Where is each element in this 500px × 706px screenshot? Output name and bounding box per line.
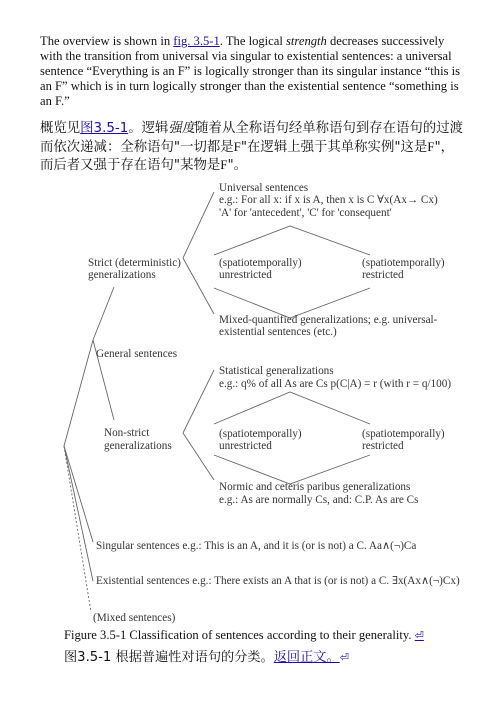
- branch-statistical: [183, 370, 214, 433]
- text-span: "。: [227, 158, 248, 173]
- text-span: "，而后者又强于存在语句"某物是: [40, 139, 455, 173]
- existential-sentences: Existential sentences e.g.: There exists an A that is (or is not) a C. ∃x(Ax∧(¬)Cx): [96, 575, 460, 587]
- text-span: The overview is shown in: [40, 34, 174, 48]
- text-span: 概览见: [40, 121, 81, 136]
- caption-text: Figure 3.5-1 Classification of sentences according to their generality.: [64, 628, 415, 642]
- text-span: F: [427, 138, 435, 154]
- spatio-label: (spatiotemporally): [362, 257, 445, 269]
- italic-strength-zh: 强度: [168, 121, 196, 136]
- restricted-label: restricted: [362, 440, 404, 452]
- branch-universal: [183, 192, 214, 258]
- branch-general: [64, 340, 93, 446]
- figure-caption-zh: [64, 646, 349, 665]
- general-sentences-label: General sentences: [96, 348, 178, 360]
- branch-mixed-quantified: [183, 258, 214, 314]
- text-span: 随着从全称语句经单称语句到存在语句的过渡而依次递减：全称语句"一切都是: [40, 121, 463, 155]
- text-span: "在逻辑上强于其单称实例"这是: [240, 139, 428, 155]
- branch-strict: [93, 287, 114, 340]
- universal-title: Universal sentences: [219, 182, 309, 194]
- text-span: decreases successively with the transition from universal via singular to existential sentences: a universal sentence “Everything is an F” is logically stronger than its singular instance “this is an F” which is in turn logically stronger than the existential sentence “something is an F.”: [40, 34, 461, 108]
- figure-caption: [64, 628, 424, 643]
- unrestricted-label: unrestricted: [219, 269, 272, 281]
- figure-link[interactable]: fig. 3.5-1: [173, 34, 220, 48]
- text-span: F: [220, 157, 228, 172]
- normic-title: Normic and ceteris paribus generalizations: [219, 481, 411, 493]
- branch-existential: [64, 446, 93, 581]
- caption-text-zh: 图3.5-1 根据普遍性对语句的分类。: [64, 650, 274, 665]
- mixed-quantified-1: Mixed-quantified generalizations; e.g. universal-: [219, 314, 438, 326]
- mixed-quantified-2: existential sentences (etc.): [219, 326, 337, 338]
- return-icon[interactable]: ⏎: [414, 630, 424, 642]
- spatio-label: (spatiotemporally): [219, 428, 302, 440]
- normic-example: e.g.: As are normally Cs, and: C.P. As are Cs: [219, 494, 419, 506]
- figure-link-zh[interactable]: 图3.5-1: [80, 121, 129, 136]
- text-span: F: [233, 138, 241, 154]
- strict-label-2: generalizations: [88, 269, 156, 281]
- spatio-label: (spatiotemporally): [219, 257, 302, 269]
- mixed-sentences: (Mixed sentences): [93, 612, 176, 624]
- branch-normic: [183, 433, 214, 480]
- return-icon: ⏎: [339, 651, 349, 664]
- diamond-top-lower: [214, 392, 370, 424]
- statistical-title: Statistical generalizations: [219, 365, 334, 377]
- text-span: . The logical: [219, 34, 287, 48]
- strict-label-1: Strict (deterministic): [88, 257, 181, 269]
- branch-singular: [64, 446, 93, 542]
- italic-strength: strength: [286, 34, 327, 48]
- restricted-label: restricted: [362, 269, 404, 281]
- universal-note: 'A' for 'antecedent', 'C' for 'consequent': [219, 207, 392, 219]
- text-span: 。逻辑: [128, 121, 169, 136]
- diamond-bottom-lower: [214, 455, 370, 484]
- english-paragraph: [40, 34, 464, 109]
- singular-sentences: Singular sentences e.g.: This is an A, and it is (or is not) a C. Aa∧(¬)Ca: [96, 540, 417, 552]
- diamond-top-upper: [214, 226, 370, 255]
- back-to-text-link[interactable]: 返回正文。: [273, 650, 340, 665]
- spatio-label: (spatiotemporally): [362, 428, 445, 440]
- chinese-paragraph: [40, 120, 464, 175]
- statistical-example: e.g.: q% of all As are Cs p(C|A) = r (with r = q/100): [219, 378, 452, 390]
- branch-mixed: [64, 446, 91, 612]
- nonstrict-label-1: Non-strict: [104, 427, 150, 439]
- unrestricted-label: unrestricted: [219, 440, 272, 452]
- nonstrict-label-2: generalizations: [104, 440, 172, 452]
- classification-diagram: [0, 170, 500, 630]
- universal-example: e.g.: For all x: if x is A, then x is C ∀x(Ax→ Cx): [219, 194, 438, 206]
